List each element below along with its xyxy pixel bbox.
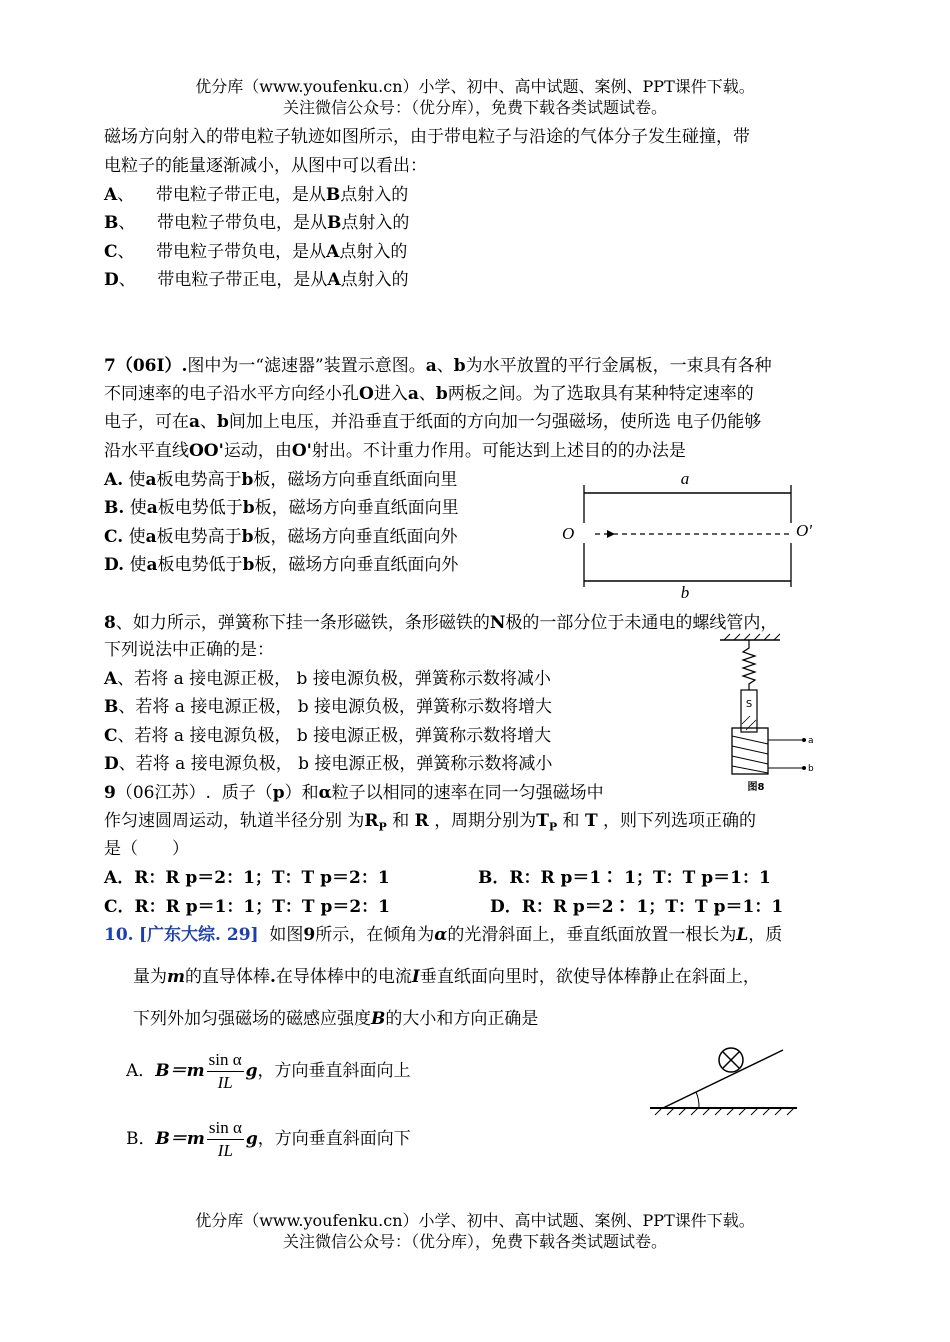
q7-stem-line-3: 电子，可在a、b间加上电压，并沿垂直于纸面的方向加一匀强磁场，使所选 电子仍能够 (104, 412, 762, 432)
q6-option-c: C、 带电粒子带负电，是从A点射入的 (104, 242, 408, 262)
q7-option-d: D. 使a板电势低于b板，磁场方向垂直纸面向外 (104, 555, 459, 575)
footer-line-1: 优分库（www.youfenku.cn）小学、初中、高中试题、案例、PPT课件下载。 (195, 1211, 755, 1230)
q10-stem-line-1: 10. [广东大综. 29] 如图9所示，在倾角为α的光滑斜面上，垂直纸面放置一根长为L，质 (104, 925, 783, 945)
option-label: D (104, 270, 119, 290)
q9-option-b: B．R：R p＝1∶ 1；T：T p＝1：1 (478, 868, 771, 888)
q9-stem-line-3: 是（ ） (104, 839, 189, 859)
q8-option-c: C、若将 a 接电源负极， b 接电源正极，弹簧称示数将增大 (104, 726, 552, 746)
q10-option-b: B．B＝m $\frac{\text{sin α}}{IL}$ g，方向垂直斜面向下 (126, 1118, 411, 1160)
q9-option-c: C．R：R p＝1：1；T：T p＝2：1 (104, 897, 391, 917)
q6-option-b: B、 带电粒子带负电，是从B点射入的 (104, 213, 410, 233)
arrow-icon (607, 530, 615, 538)
q7-stem-line-1: 7（06Ⅰ）.图中为一“滤速器”装置示意图。a、b为水平放置的平行金属板，一束具有各种 (104, 356, 772, 376)
header-line-2: 关注微信公众号：（优分库），免费下载各类试题试卷。 (282, 98, 667, 117)
q9-stem-line-1: 9（06江苏）. 质子（p）和α粒子以相同的速率在同一匀强磁场中 (104, 783, 604, 803)
terminal-a (802, 738, 806, 742)
q10-stem-line-2: 量为m的直导体棒.在导体棒中的电流I垂直纸面向里时，欲使导体棒静止在斜面上， (133, 967, 760, 987)
ground-hatch (655, 1108, 794, 1115)
fraction: $\frac{\text{sin α}}{IL}$ (208, 1118, 242, 1160)
fraction: $\frac{\text{sin α}}{IL}$ (208, 1050, 242, 1092)
figure-caption: 图8 (747, 782, 765, 793)
terminal-a-label: a (808, 736, 814, 746)
header-line-1: 优分库（www.youfenku.cn）小学、初中、高中试题、案例、PPT课件下载。 (195, 77, 755, 96)
q9-stem-line-2: 作匀速圆周运动，轨道半径分别 为$R_P$ 和 R ，周期分别为$T_P$ 和 T ，则下列选项正确的 (104, 811, 756, 834)
velocity-filter-diagram (555, 463, 830, 603)
solenoid-winding (732, 736, 768, 773)
q9-option-a: A．R：R p＝2：1；T：T p＝2：1 (104, 868, 390, 888)
label-o: O (562, 524, 575, 543)
terminal-b-label: b (808, 764, 814, 774)
q8-stem-line-1: 8、如力所示，弹簧称下挂一条形磁铁，条形磁铁的N极的一部分位于未通电的螺线管内， (104, 613, 778, 633)
q8-option-a: A、若将 a 接电源正极， b 接电源负极，弹簧称示数将减小 (104, 669, 551, 689)
footer-line-2: 关注微信公众号：（优分库），免费下载各类试题试卷。 (282, 1232, 667, 1251)
q8-option-d: D、若将 a 接电源负极， b 接电源正极，弹簧称示数将减小 (104, 754, 553, 774)
option-label: B (104, 213, 119, 233)
q6-option-a: A、 带电粒子带正电，是从B点射入的 (104, 185, 409, 205)
spring (743, 640, 755, 690)
q6-stem-line-2: 电粒子的能量逐渐减小，从图中可以看出： (104, 156, 427, 176)
terminal-b (802, 766, 806, 770)
q6-option-d: D、 带电粒子带正电，是从A点射入的 (104, 270, 409, 290)
q6-stem-line-1: 磁场方向射入的带电粒子轨迹如图所示，由于带电粒子与沿途的气体分子发生碰撞，带 (104, 127, 750, 147)
q9-option-d: D．R：R p＝2∶ 1；T：T p＝1：1 (490, 897, 784, 917)
q7-option-b: B. 使a板电势低于b板，磁场方向垂直纸面向里 (104, 498, 459, 518)
option-label: A (104, 185, 118, 205)
q8-option-b: B、若将 a 接电源正极， b 接电源负极，弹簧称示数将增大 (104, 697, 553, 717)
incline-diagram (645, 1040, 805, 1120)
q7-option-c: C. 使a板电势高于b板，磁场方向垂直纸面向外 (104, 527, 458, 547)
q7-option-a: A. 使a板电势高于b板，磁场方向垂直纸面向里 (104, 470, 458, 490)
question-number: 7（06Ⅰ）. (104, 356, 188, 376)
q7-stem-line-4: 沿水平直线OO'运动，由O'射出。不计重力作用。可能达到上述目的的办法是 (104, 441, 686, 461)
magnet-s-label: S (745, 699, 753, 710)
spring-magnet-diagram (712, 632, 822, 794)
ceiling-hatch (724, 634, 780, 640)
q10-option-a: A．B＝m $\frac{\text{sin α}}{IL}$ g，方向垂直斜面向上 (126, 1050, 411, 1092)
q8-stem-line-2: 下列说法中正确的是： (104, 640, 274, 660)
label-o-prime: O' (796, 521, 812, 540)
q7-stem-line-2: 不同速率的电子沿水平方向经小孔O进入a、b两板之间。为了选取具有某种特定速率的 (104, 384, 754, 404)
label-b: b (680, 583, 690, 602)
angle-arc (696, 1092, 699, 1108)
q10-stem-line-3: 下列外加匀强磁场的磁感应强度B的大小和方向正确是 (133, 1009, 539, 1029)
label-a: a (680, 469, 690, 488)
option-label: C (104, 242, 118, 262)
bar-magnet (741, 690, 757, 732)
